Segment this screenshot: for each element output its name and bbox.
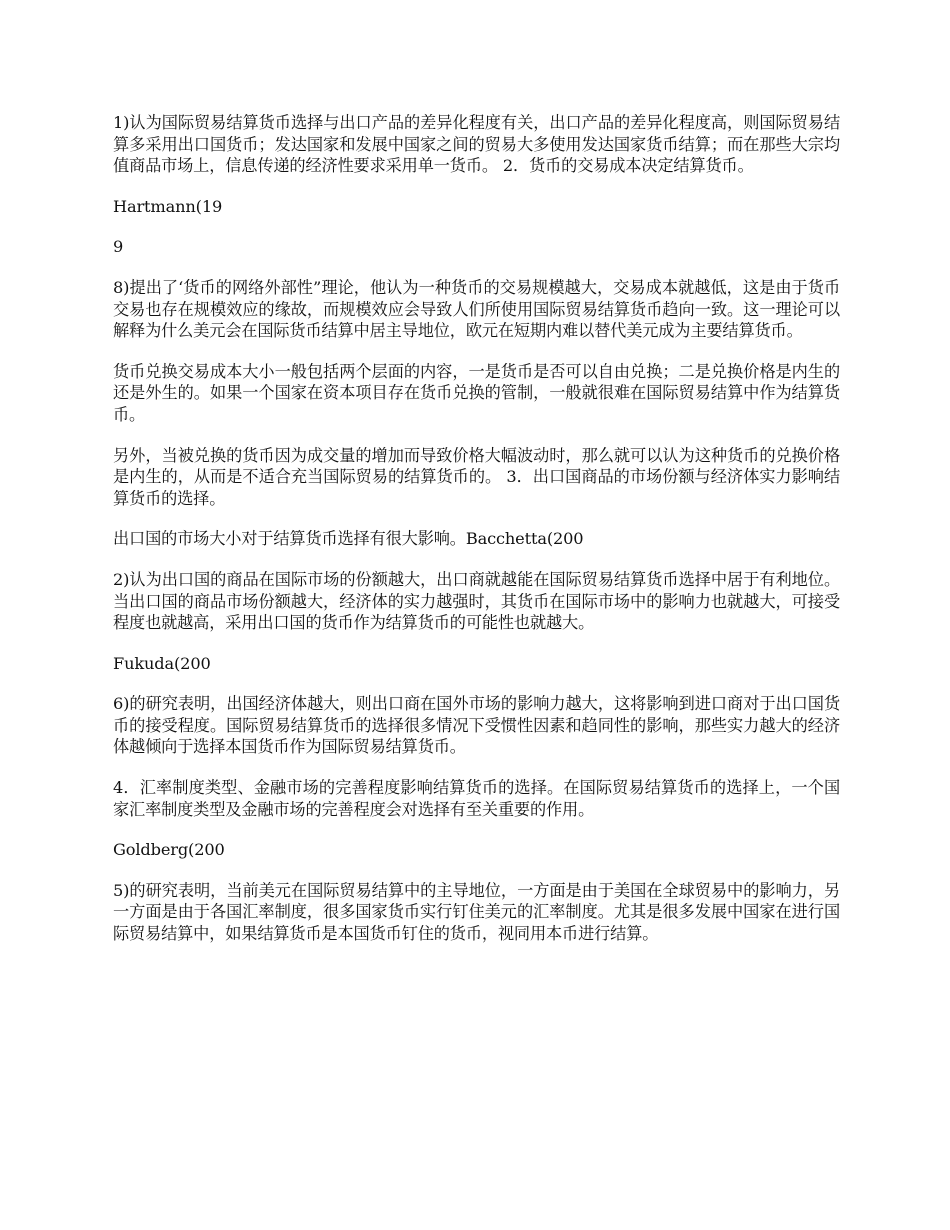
paragraph-3: 9 <box>113 237 124 257</box>
paragraph-12: Goldberg(200 <box>113 840 225 860</box>
document-page <box>113 112 840 964</box>
paragraph-5: 货币兑换交易成本大小一般包括两个层面的内容，一是货币是否可以自由兑换；二是兑换价格是内生的还是外生的。如果一个国家在资本项目存在货币兑换的管制，一般就很难在国际贸易结算中作为结算货币。 <box>113 361 840 424</box>
paragraph-2: Hartmann(19 <box>113 196 223 216</box>
paragraph-11: 4．汇率制度类型、金融市场的完善程度影响结算货币的选择。在国际贸易结算货币的选择上，一个国家汇率制度类型及金融市场的完善程度会对选择有至关重要的作用。 <box>113 778 840 819</box>
paragraph-10: 6)的研究表明，出国经济体越大，则出口商在国外市场的影响力越大，这将影响到进口商对于出口国货币的接受程度。国际贸易结算货币的选择很多情况下受惯性因素和趋同性的影响，那些实力越大的经济体越倾向于选择本国货币作为国际贸易结算货币。 <box>113 694 840 757</box>
paragraph-4: 8)提出了‘货币的网络外部性”理论，他认为一种货币的交易规模越大，交易成本就越低，这是由于货币交易也存在规模效应的缘故，而规模效应会导致人们所使用国际贸易结算货币趋向一致。这一理论可以解释为什么美元会在国际货币结算中居主导地位，欧元在短期内难以替代美元成为主要结算货币。 <box>113 277 840 341</box>
paragraph-9: Fukuda(200 <box>113 653 211 673</box>
paragraph-6: 另外，当被兑换的货币因为成交量的增加而导致价格大幅波动时，那么就可以认为这种货币的兑换价格是内生的，从而是不适合充当国际贸易的结算货币的。 3．出口国商品的市场份额与经济体实力影响结算货币的选择。 <box>113 445 840 508</box>
paragraph-7: 出口国的市场大小对于结算货币选择有很大影响。Bacchetta(200 <box>113 529 584 549</box>
paragraph-1: 1)认为国际贸易结算货币选择与出口产品的差异化程度有关，出口产品的差异化程度高，则国际贸易结算多采用出口国货币；发达国家和发展中国家之间的贸易大多使用发达国家货币结算；而在那些大宗均值商品市场上，信息传递的经济性要求采用单一货币。 2．货币的交易成本决定结算货币。 <box>113 113 840 176</box>
paragraph-8: 2)认为出口国的商品在国际市场的份额越大，出口商就越能在国际贸易结算货币选择中居于有利地位。当出口国的商品市场份额越大，经济体的实力越强时，其货币在国际市场中的影响力也就越大，可接受程度也就越高，采用出口国的货币作为结算货币的可能性也就越大。 <box>113 569 840 633</box>
paragraph-13: 5)的研究表明，当前美元在国际贸易结算中的主导地位，一方面是由于美国在全球贸易中的影响力，另一方面是由于各国汇率制度，很多国家货币实行钉住美元的汇率制度。尤其是很多发展中国家在进行国际贸易结算中，如果结算货币是本国货币钉住的货币，视同用本币进行结算。 <box>113 880 840 944</box>
